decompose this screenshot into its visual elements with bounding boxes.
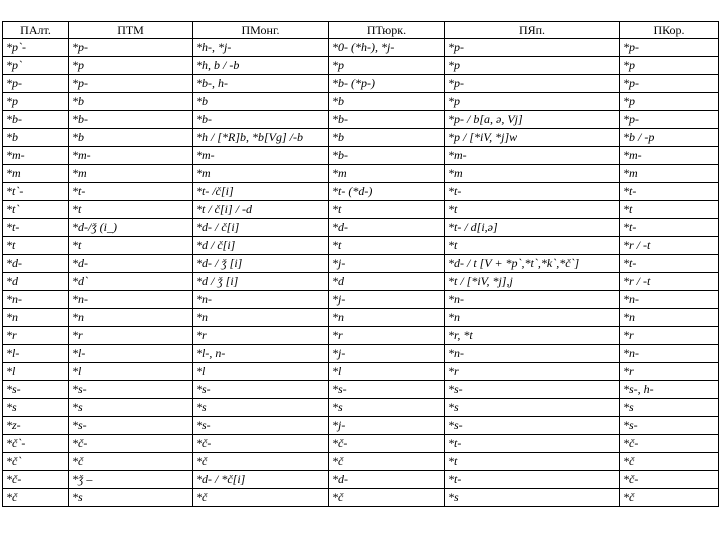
cell-proto-tungus-manchu: *s- — [69, 417, 193, 435]
cell-proto-turkic: *0- (*h-), *j- — [329, 39, 445, 57]
cell-proto-japanese: *d- / t [V + *p`,*t`,*k`,*č`] — [445, 255, 620, 273]
table-row — [3, 255, 719, 273]
cell-proto-tungus-manchu: *p — [69, 57, 193, 75]
cell-proto-turkic: *s- — [329, 381, 445, 399]
table-header — [3, 22, 719, 39]
cell-proto-altaic: *p — [3, 93, 69, 111]
cell-proto-mongolic: *r — [193, 327, 329, 345]
cell-proto-japanese: *p — [445, 57, 620, 75]
cell-proto-korean: *n- — [620, 345, 719, 363]
cell-proto-japanese: *t- — [445, 183, 620, 201]
cell-proto-turkic: *t — [329, 237, 445, 255]
table-row — [3, 237, 719, 255]
cell-proto-altaic: *s- — [3, 381, 69, 399]
cell-proto-mongolic: *s — [193, 399, 329, 417]
cell-proto-korean: *m — [620, 165, 719, 183]
cell-proto-turkic: *d- — [329, 219, 445, 237]
cell-proto-altaic: *č` — [3, 453, 69, 471]
cell-proto-tungus-manchu: *č — [69, 453, 193, 471]
cell-proto-turkic: *m — [329, 165, 445, 183]
cell-proto-mongolic: *d- / *č[i] — [193, 471, 329, 489]
table-row — [3, 147, 719, 165]
cell-proto-mongolic: *t- /č[i] — [193, 183, 329, 201]
cell-proto-turkic: *r — [329, 327, 445, 345]
cell-proto-altaic: *t`- — [3, 183, 69, 201]
cell-proto-mongolic: *l — [193, 363, 329, 381]
cell-proto-turkic: *b — [329, 129, 445, 147]
cell-proto-japanese: *m — [445, 165, 620, 183]
cell-proto-korean: *b / -p — [620, 129, 719, 147]
cell-proto-japanese: *r — [445, 363, 620, 381]
cell-proto-korean: *n — [620, 309, 719, 327]
cell-proto-korean: *r — [620, 363, 719, 381]
cell-proto-mongolic: *b — [193, 93, 329, 111]
cell-proto-mongolic: *s- — [193, 417, 329, 435]
cell-proto-mongolic: *d / č[i] — [193, 237, 329, 255]
cell-proto-mongolic: *t / č[i] / -d — [193, 201, 329, 219]
header-proto-tungus-manchu: ПТМ — [69, 22, 193, 39]
cell-proto-turkic: *t — [329, 201, 445, 219]
cell-proto-tungus-manchu: *p- — [69, 39, 193, 57]
cell-proto-turkic: *b- — [329, 111, 445, 129]
cell-proto-korean: *č- — [620, 471, 719, 489]
table-row — [3, 471, 719, 489]
cell-proto-korean: *s- — [620, 417, 719, 435]
header-proto-altaic: ПАлт. — [3, 22, 69, 39]
cell-proto-altaic: *t- — [3, 219, 69, 237]
cell-proto-japanese: *s- — [445, 381, 620, 399]
table-row — [3, 435, 719, 453]
cell-proto-altaic: *d — [3, 273, 69, 291]
cell-proto-korean: *m- — [620, 147, 719, 165]
cell-proto-japanese: *p- / b[a, ə, Vj] — [445, 111, 620, 129]
cell-proto-turkic: *j- — [329, 255, 445, 273]
cell-proto-tungus-manchu: *ǯ – — [69, 471, 193, 489]
cell-proto-turkic: *d — [329, 273, 445, 291]
cell-proto-mongolic: *b- — [193, 111, 329, 129]
cell-proto-altaic: *l- — [3, 345, 69, 363]
cell-proto-turkic: *č — [329, 489, 445, 507]
cell-proto-tungus-manchu: *d-/ǯ (i_) — [69, 219, 193, 237]
cell-proto-japanese: *p / [*iV, *j]w — [445, 129, 620, 147]
cell-proto-mongolic: *l-, n- — [193, 345, 329, 363]
table-row — [3, 75, 719, 93]
table-row — [3, 453, 719, 471]
cell-proto-tungus-manchu: *r — [69, 327, 193, 345]
cell-proto-altaic: *t — [3, 237, 69, 255]
cell-proto-tungus-manchu: *d- — [69, 255, 193, 273]
cell-proto-korean: *p — [620, 93, 719, 111]
cell-proto-tungus-manchu: *s- — [69, 381, 193, 399]
cell-proto-altaic: *p`- — [3, 39, 69, 57]
cell-proto-japanese: *t — [445, 453, 620, 471]
header-proto-mongolic: ПМонг. — [193, 22, 329, 39]
table-body — [3, 39, 719, 507]
cell-proto-mongolic: *s- — [193, 381, 329, 399]
cell-proto-korean: *r — [620, 327, 719, 345]
cell-proto-mongolic: *m- — [193, 147, 329, 165]
cell-proto-mongolic: *d / ǯ [i] — [193, 273, 329, 291]
cell-proto-korean: *s — [620, 399, 719, 417]
cell-proto-altaic: *n- — [3, 291, 69, 309]
cell-proto-mongolic: *h / [*R]b, *b[Vg] /-b — [193, 129, 329, 147]
cell-proto-altaic: *m — [3, 165, 69, 183]
cell-proto-korean: *r / -t — [620, 273, 719, 291]
cell-proto-turkic: *b — [329, 93, 445, 111]
table-row — [3, 381, 719, 399]
table-row — [3, 399, 719, 417]
cell-proto-altaic: *p- — [3, 75, 69, 93]
cell-proto-tungus-manchu: *s — [69, 489, 193, 507]
table-row — [3, 309, 719, 327]
cell-proto-tungus-manchu: *n — [69, 309, 193, 327]
cell-proto-altaic: *d- — [3, 255, 69, 273]
cell-proto-japanese: *t- — [445, 435, 620, 453]
cell-proto-korean: *p- — [620, 75, 719, 93]
cell-proto-korean: *t- — [620, 219, 719, 237]
cell-proto-tungus-manchu: *s — [69, 399, 193, 417]
cell-proto-tungus-manchu: *b- — [69, 111, 193, 129]
cell-proto-japanese: *n- — [445, 291, 620, 309]
cell-proto-mongolic: *č — [193, 453, 329, 471]
cell-proto-tungus-manchu: *t- — [69, 183, 193, 201]
cell-proto-tungus-manchu: *m- — [69, 147, 193, 165]
cell-proto-japanese: *t — [445, 237, 620, 255]
cell-proto-japanese: *s — [445, 399, 620, 417]
cell-proto-turkic: *j- — [329, 345, 445, 363]
cell-proto-korean: *č — [620, 453, 719, 471]
table-row — [3, 201, 719, 219]
cell-proto-mongolic: *b-, h- — [193, 75, 329, 93]
cell-proto-altaic: *b- — [3, 111, 69, 129]
table-row — [3, 489, 719, 507]
table-row — [3, 273, 719, 291]
cell-proto-mongolic: *n- — [193, 291, 329, 309]
cell-proto-turkic: *l — [329, 363, 445, 381]
table-row — [3, 219, 719, 237]
cell-proto-japanese: *t / [*iV, *j],j — [445, 273, 620, 291]
table-row — [3, 129, 719, 147]
cell-proto-korean: *p- — [620, 111, 719, 129]
table-row — [3, 93, 719, 111]
cell-proto-tungus-manchu: *l- — [69, 345, 193, 363]
table-row — [3, 111, 719, 129]
cell-proto-turkic: *j- — [329, 417, 445, 435]
cell-proto-mongolic: *h-, *j- — [193, 39, 329, 57]
cell-proto-altaic: *č- — [3, 471, 69, 489]
header-proto-korean: ПКор. — [620, 22, 719, 39]
cell-proto-altaic: *s — [3, 399, 69, 417]
cell-proto-tungus-manchu: *č- — [69, 435, 193, 453]
cell-proto-japanese: *r, *t — [445, 327, 620, 345]
cell-proto-altaic: *t` — [3, 201, 69, 219]
header-row — [3, 22, 719, 39]
cell-proto-korean: *č- — [620, 435, 719, 453]
header-proto-turkic: ПТюрк. — [329, 22, 445, 39]
cell-proto-altaic: *p` — [3, 57, 69, 75]
cell-proto-altaic: *č — [3, 489, 69, 507]
cell-proto-japanese: *s- — [445, 417, 620, 435]
cell-proto-altaic: *č`- — [3, 435, 69, 453]
correspondence-table — [2, 21, 719, 507]
table-row — [3, 39, 719, 57]
cell-proto-turkic: *j- — [329, 291, 445, 309]
cell-proto-mongolic: *n — [193, 309, 329, 327]
cell-proto-korean: *n- — [620, 291, 719, 309]
cell-proto-turkic: *t- (*d-) — [329, 183, 445, 201]
cell-proto-japanese: *m- — [445, 147, 620, 165]
cell-proto-turkic: *b- (*p-) — [329, 75, 445, 93]
cell-proto-altaic: *l — [3, 363, 69, 381]
cell-proto-altaic: *b — [3, 129, 69, 147]
cell-proto-turkic: *č — [329, 453, 445, 471]
cell-proto-mongolic: *d- / č[i] — [193, 219, 329, 237]
table-row — [3, 345, 719, 363]
cell-proto-korean: *t- — [620, 183, 719, 201]
cell-proto-tungus-manchu: *b — [69, 129, 193, 147]
cell-proto-korean: *č — [620, 489, 719, 507]
cell-proto-tungus-manchu: *d` — [69, 273, 193, 291]
cell-proto-japanese: *t- / d[i,ə] — [445, 219, 620, 237]
cell-proto-tungus-manchu: *t — [69, 237, 193, 255]
cell-proto-japanese: *n- — [445, 345, 620, 363]
cell-proto-japanese: *p — [445, 93, 620, 111]
cell-proto-tungus-manchu: *b — [69, 93, 193, 111]
table-row — [3, 57, 719, 75]
cell-proto-tungus-manchu: *l — [69, 363, 193, 381]
cell-proto-japanese: *p- — [445, 39, 620, 57]
cell-proto-mongolic: *h, b / -b — [193, 57, 329, 75]
cell-proto-turkic: *č- — [329, 435, 445, 453]
cell-proto-tungus-manchu: *m — [69, 165, 193, 183]
cell-proto-japanese: *s — [445, 489, 620, 507]
cell-proto-japanese: *n — [445, 309, 620, 327]
cell-proto-altaic: *m- — [3, 147, 69, 165]
cell-proto-japanese: *p- — [445, 75, 620, 93]
cell-proto-altaic: *r — [3, 327, 69, 345]
table-row — [3, 327, 719, 345]
cell-proto-turkic: *s — [329, 399, 445, 417]
table-row — [3, 417, 719, 435]
cell-proto-japanese: *t- — [445, 471, 620, 489]
table-row — [3, 363, 719, 381]
cell-proto-tungus-manchu: *t — [69, 201, 193, 219]
table-row — [3, 183, 719, 201]
cell-proto-japanese: *t — [445, 201, 620, 219]
cell-proto-korean: *p — [620, 57, 719, 75]
cell-proto-korean: *t — [620, 201, 719, 219]
cell-proto-altaic: *z- — [3, 417, 69, 435]
cell-proto-turkic: *d- — [329, 471, 445, 489]
cell-proto-korean: *p- — [620, 39, 719, 57]
cell-proto-mongolic: *č- — [193, 435, 329, 453]
cell-proto-mongolic: *m — [193, 165, 329, 183]
cell-proto-mongolic: *č — [193, 489, 329, 507]
cell-proto-korean: *t- — [620, 255, 719, 273]
cell-proto-mongolic: *d- / ǯ [i] — [193, 255, 329, 273]
cell-proto-tungus-manchu: *n- — [69, 291, 193, 309]
table-row — [3, 291, 719, 309]
cell-proto-turkic: *p — [329, 57, 445, 75]
cell-proto-korean: *r / -t — [620, 237, 719, 255]
header-proto-japanese: ПЯп. — [445, 22, 620, 39]
cell-proto-korean: *s-, h- — [620, 381, 719, 399]
cell-proto-tungus-manchu: *p- — [69, 75, 193, 93]
cell-proto-altaic: *n — [3, 309, 69, 327]
cell-proto-turkic: *b- — [329, 147, 445, 165]
cell-proto-turkic: *n — [329, 309, 445, 327]
table-row — [3, 165, 719, 183]
